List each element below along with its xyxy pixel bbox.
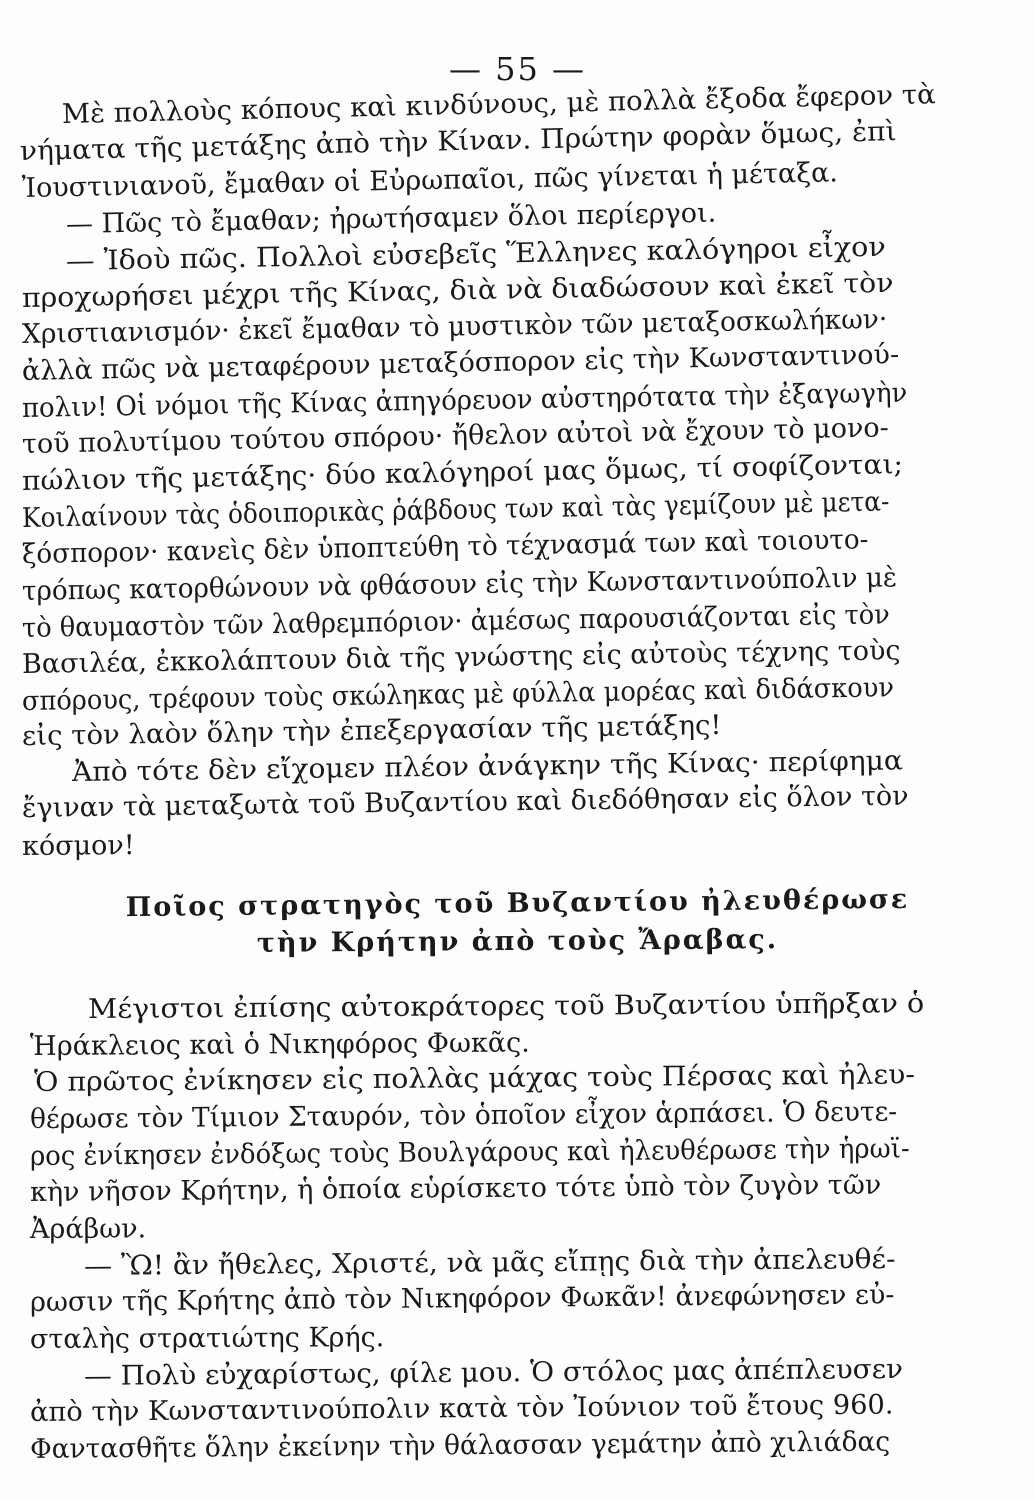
text-line: ἔγιναν τὰ μεταξωτὰ τοῦ Βυζαντίου καὶ διεδόθησαν εἰς ὅλον τὸν xyxy=(21,780,909,824)
text-line: Φαντασθῆτε ὅλην ἐκείνην τὴν θάλασσαν γεμάτην ἀπὸ χιλιάδας xyxy=(29,1426,891,1465)
section-heading: τὴν Κρήτην ἀπὸ τοὺς Ἄραβας. xyxy=(256,924,779,959)
text-line: — Πῶς τὸ ἔμαθαν; ἠρωτήσαμεν ὅλοι περίεργοι. xyxy=(65,197,717,240)
text-line: ρωσιν τῆς Κρήτης ἀπὸ τὸν Νικηφόρον Φωκᾶν! ἀνεφώνησεν εὐ- xyxy=(29,1279,895,1318)
text-line: Ἀπὸ τότε δὲν εἴχομεν πλέον ἀνάγκην τῆς Κίνας· περίφημα xyxy=(71,745,904,788)
text-line: προχωρήσει μέχρι τῆς Κίνας, διὰ νὰ διαδώσουν καὶ ἐκεῖ τὸν xyxy=(21,267,894,314)
text-line: κόσμον! xyxy=(21,830,135,862)
text-line: ξόσπορον· κανεὶς δὲν ὑποπτεύθη τὸ τέχνασμά των καὶ τοιουτο- xyxy=(21,524,869,570)
text-line: Μέγιστοι ἐπίσης αὐτοκράτορες τοῦ Βυζαντίου ὑπῆρξαν ὁ xyxy=(87,988,925,1025)
text-line: — Πολὺ εὐχαρίστως, φίλε μου. Ὁ στόλος μας ἀπέπλευσεν xyxy=(83,1353,904,1392)
text-line: νήματα τῆς μετάξης ἀπὸ τὴν Κίναν. Πρώτην φορὰν ὅμως, ἐπὶ xyxy=(19,116,897,167)
section-heading: Ποῖος στρατηγὸς τοῦ Βυζαντίου ἠλευθέρωσε xyxy=(125,883,910,924)
text-line: εἰς τὸν λαὸν ὅλην τὴν ἐπεξεργασίαν τῆς μετάξης! xyxy=(21,710,722,752)
text-line: τοῦ πολυτίμου τούτου σπόρου· ἤθελον αὐτοὶ νὰ ἔχουν τὸ μονο- xyxy=(21,412,890,460)
text-line: Ἡράκλειος καὶ ὁ Νικηφόρος Φωκᾶς. xyxy=(29,1027,530,1062)
text-line: Μὲ πολλοὺς κόπους καὶ κινδύνους, μὲ πολλὰ ἔξοδα ἔφερον τὰ xyxy=(61,79,937,130)
text-line: τὸ θαυμαστὸν τῶν λαθρεμπόριον· ἀμέσως παρουσιάζονται εἰς τὸν xyxy=(21,599,890,644)
text-line: Ὁ πρῶτος ἐνίκησεν εἰς πολλὰς μάχας τοὺς Πέρσας καὶ ἠλευ- xyxy=(33,1059,916,1098)
text-line: πολιν! Οἱ νόμοι τῆς Κίνας ἀπηγόρευον αὐστηρότατα τὴν ἐξαγωγὴν xyxy=(21,377,908,424)
page-number: — 55 — xyxy=(448,50,587,88)
text-line: Βασιλέα, ἐκκολάπτουν διὰ τῆς γνώστης εἰς αὐτοὺς τέχνης τοὺς xyxy=(21,635,901,680)
text-line: ἀλλὰ πῶς νὰ μεταφέρουν μεταξόσπορον εἰς τὴν Κωνσταντινού- xyxy=(21,339,900,387)
text-line: — Ἰδοὺ πῶς. Πολλοὶ εὐσεβεῖς Ἕλληνες καλόγηροι εἶχον xyxy=(65,231,887,277)
text-line: σταλὴς στρατιώτης Κρής. xyxy=(29,1322,385,1355)
text-line: Κοιλαίνουν τὰς ὁδοιπορικὰς ῥάβδους των καὶ τὰς γεμίζουν μὲ μετα- xyxy=(21,486,890,534)
text-line: ρος ἐνίκησεν ἐνδόξως τοὺς Βουλγάρους καὶ ἠλευθέρωσε τὴν ἡρωϊ- xyxy=(29,1133,910,1172)
text-line: Χριστιανισμόν· ἐκεῖ ἔμαθαν τὸ μυστικὸν τῶν μεταξοσκωλήκων· xyxy=(21,303,888,350)
text-line: — Ὢ! ἂν ἤθελες, Χριστέ, νὰ μᾶς εἴπῃς διὰ τὴν ἀπελευθέ- xyxy=(83,1243,896,1282)
text-line: ἀπὸ τὴν Κωνσταντινούπολιν κατὰ τὸν Ἰούνιον τοῦ ἔτους 960. xyxy=(29,1389,894,1428)
text-line: κὴν νῆσον Κρήτην, ἡ ὁποία εὑρίσκετο τότε ὑπὸ τὸν ζυγὸν τῶν xyxy=(29,1169,882,1208)
text-line: πώλιον τῆς μετάξης· δύο καλόγηροί μας ὅμως, τί σοφίζονται; xyxy=(21,449,904,497)
text-line: Ἰουστινιανοῦ, ἔμαθαν οἱ Εὐρωπαῖοι, πῶς γίνεται ἡ μέταξα. xyxy=(21,157,839,204)
text-line: τρόπως κατορθώνουν νὰ φθάσουν εἰς τὴν Κωνσταντινούπολιν μὲ xyxy=(21,562,898,607)
text-line: Ἀράβων. xyxy=(29,1213,147,1245)
text-line: θέρωσε τὸν Τίμιον Σταυρόν, τὸν ὁποῖον εἶχον ἁρπάσει. Ὁ δευτε- xyxy=(29,1096,898,1135)
text-line: σπόρους, τρέφουν τοὺς σκώληκας μὲ φύλλα μορέας καὶ διδάσκουν xyxy=(21,672,895,717)
